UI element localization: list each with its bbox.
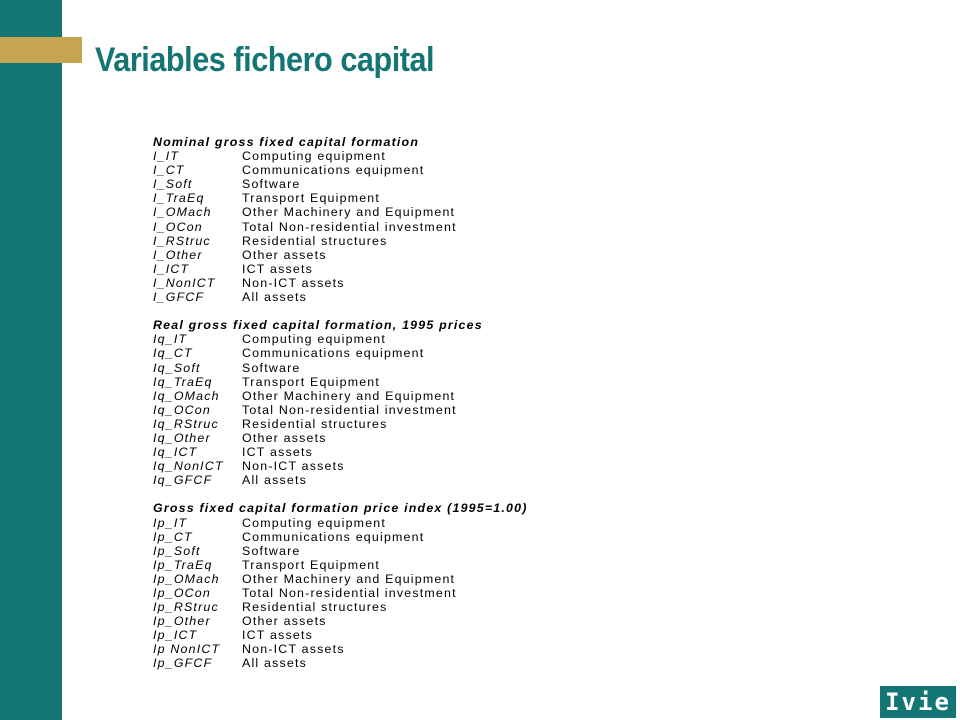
variable-description: Total Non-residential investment [242,219,457,234]
list-item [153,445,528,459]
variable-description: Residential structures [242,416,388,431]
variable-description: Software [242,360,301,375]
list-item [153,276,528,290]
section-heading: Real gross fixed capital formation, 1995 prices [153,318,483,333]
variable-code: Ip NonICT [153,642,221,657]
list-item [153,642,528,656]
variable-description: Residential structures [242,600,388,615]
variable-code: I_OMach [153,205,212,220]
section-price-index [153,501,528,670]
variable-description: Other Machinery and Equipment [242,388,456,403]
list-item [153,205,528,219]
variable-code: Ip_RStruc [153,600,219,615]
variable-description: Other assets [242,247,327,262]
variable-description: All assets [242,290,308,305]
page-number: [ 11 ] [8,688,59,713]
list-item [153,417,528,431]
variable-description: Other Machinery and Equipment [242,205,456,220]
variable-code: Ip_GFCF [153,656,213,671]
variable-list [153,135,528,685]
variable-description: All assets [242,656,308,671]
variable-code: I_IT [153,149,180,164]
variable-description: Software [242,543,301,558]
variable-description: Computing equipment [242,515,387,530]
variable-description: Total Non-residential investment [242,586,457,600]
variable-code: I_TraEq [153,191,205,206]
section-nominal [153,135,528,304]
list-item [153,332,528,346]
variable-code: Iq_RStruc [153,416,219,431]
variable-code: I_NonICT [153,275,216,290]
variable-description: Other Machinery and Equipment [242,571,456,586]
variable-description: Non-ICT assets [242,275,345,290]
variable-description: All assets [242,473,308,488]
list-item [153,614,528,628]
variable-code: Iq_TraEq [153,374,213,389]
variable-code: I_Soft [153,177,193,192]
variable-code: Iq_NonICT [153,459,224,474]
section-real [153,318,528,487]
variable-code: Ip_OCon [153,586,211,600]
variable-description: Software [242,177,301,192]
ivie-logo: Ivie [880,686,956,718]
list-item [153,375,528,389]
list-item [153,459,528,473]
variable-description: Non-ICT assets [242,642,345,657]
variable-description: Other assets [242,614,327,629]
list-item [153,530,528,544]
list-item [153,290,528,304]
list-item [153,431,528,445]
list-item [153,558,528,572]
variable-code: I_Other [153,247,203,262]
variable-code: Iq_OCon [153,402,211,417]
list-item [153,177,528,191]
list-item [153,220,528,234]
list-item [153,361,528,375]
list-item [153,516,528,530]
list-item [153,149,528,163]
variable-description: Non-ICT assets [242,459,345,474]
list-item [153,544,528,558]
section-heading: Gross fixed capital formation price index (1995=1.00) [153,501,528,516]
variable-description: Other assets [242,430,327,445]
variable-description: Transport Equipment [242,374,381,389]
list-item [153,346,528,360]
section-heading: Nominal gross fixed capital formation [153,135,420,149]
list-item [153,248,528,262]
list-item [153,628,528,642]
variable-description: Communications equipment [242,163,425,178]
variable-code: Iq_OMach [153,388,220,403]
list-item [153,656,528,670]
variable-description: ICT assets [242,261,313,276]
variable-description: Residential structures [242,233,388,248]
variable-code: Iq_Other [153,430,211,445]
variable-code: Iq_CT [153,346,193,361]
variable-code: Ip_Soft [153,543,201,558]
variable-description: Transport Equipment [242,191,381,206]
variable-code: Ip_OMach [153,571,220,586]
variable-description: ICT assets [242,628,313,643]
list-item [153,600,528,614]
sidebar-band [0,0,62,720]
variable-description: Computing equipment [242,149,387,164]
variable-code: I_OCon [153,219,203,234]
variable-code: Ip_IT [153,515,188,530]
variable-code: Iq_GFCF [153,473,213,488]
slide-title: Variables fichero capital [95,41,435,79]
list-item [153,191,528,205]
variable-code: I_ICT [153,261,190,276]
variable-description: ICT assets [242,445,313,460]
variable-description: Transport Equipment [242,557,381,572]
variable-code: Iq_ICT [153,445,198,460]
list-item [153,163,528,177]
list-item [153,234,528,248]
list-item [153,572,528,586]
variable-code: I_GFCF [153,290,205,305]
variable-description: Communications equipment [242,529,425,544]
variable-code: Ip_CT [153,529,193,544]
list-item [153,389,528,403]
variable-code: I_RStruc [153,233,211,248]
variable-code: Iq_IT [153,332,188,347]
accent-bar [0,37,82,63]
variable-code: Ip_ICT [153,628,198,643]
variable-code: Ip_Other [153,614,211,629]
variable-code: Ip_TraEq [153,557,213,572]
list-item [153,586,528,600]
list-item [153,262,528,276]
variable-description: Computing equipment [242,332,387,347]
variable-description: Total Non-residential investment [242,402,457,417]
variable-description: Communications equipment [242,346,425,361]
list-item [153,473,528,487]
list-item [153,403,528,417]
variable-code: Iq_Soft [153,360,201,375]
variable-code: I_CT [153,163,185,178]
